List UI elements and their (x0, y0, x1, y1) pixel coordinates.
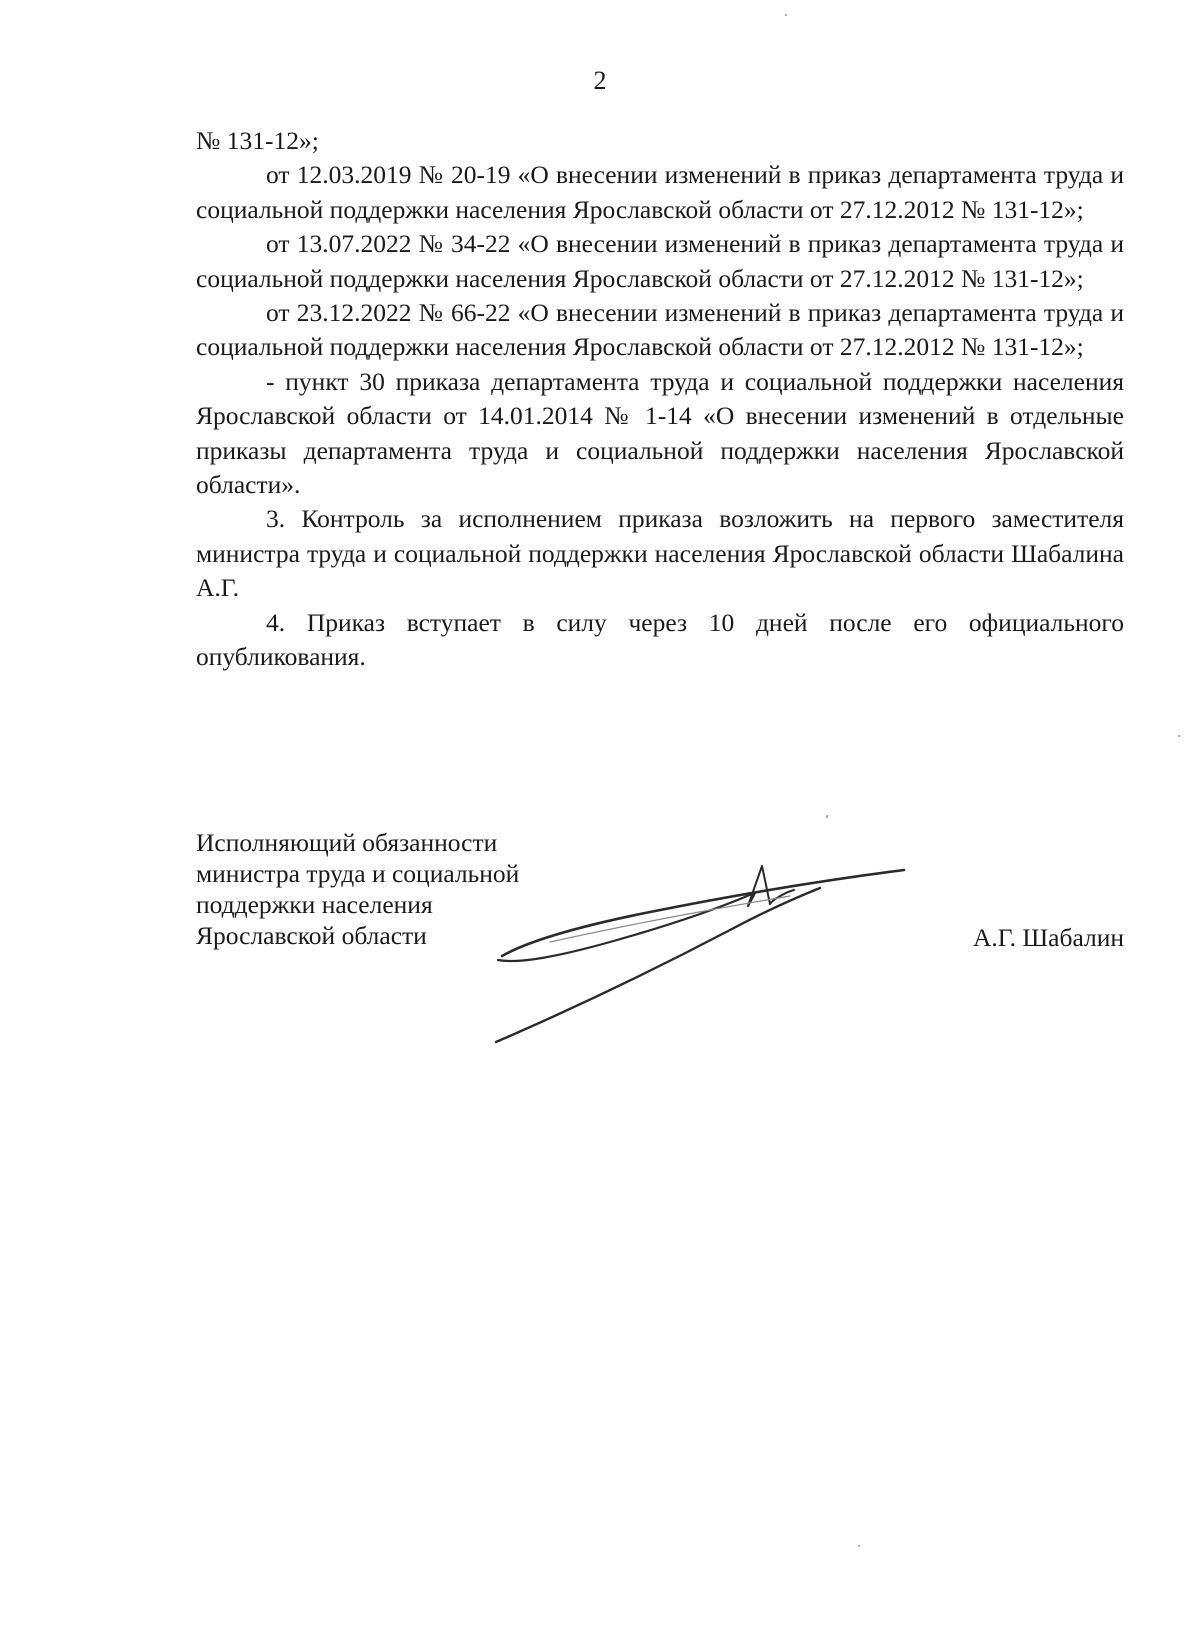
paragraph-order-2019: от 12.03.2019 № 20-19 «О внесении изменений в приказ департамента труда и социальной поддержки населения Ярославской области от 27.12.2012 № 131-12»; (196, 160, 1124, 224)
handwritten-signature (490, 860, 910, 1060)
paragraph-item-3-control: 3. Контроль за исполнением приказа возложить на первого заместителя министра труда и социальной поддержки населения Ярославской области Шабалина А.Г. (196, 504, 1124, 603)
scan-speck (858, 1545, 860, 1547)
paragraph-continuation: № 131-12»; (196, 126, 319, 155)
signatory-position-line: поддержки населения (196, 890, 433, 919)
scan-speck (785, 14, 787, 16)
document-body (196, 124, 1124, 675)
scan-speck (826, 815, 828, 818)
page-number: 2 (593, 66, 607, 95)
signatory-position-line: Ярославской области (196, 921, 427, 950)
paragraph-order-2022-july: от 13.07.2022 № 34-22 «О внесении изменений в приказ департамента труда и социальной поддержки населения Ярославской области от 27.12.2012 № 131-12»; (196, 229, 1124, 293)
signature-faint-stroke (550, 896, 790, 942)
signature-loop-stroke (498, 893, 755, 961)
scan-speck (1178, 735, 1180, 737)
signatory-position-line: Исполняющий обязанности (196, 828, 498, 857)
paragraph-clause-30: - пункт 30 приказа департамента труда и социальной поддержки населения Ярославской области от 14.01.2014 № 1-14 «О внесении изменений в отдельные приказы департамента труда и социальной поддержки населения Ярославской области». (196, 366, 1124, 500)
signatory-name: А.Г. Шабалин (973, 923, 1124, 952)
paragraph-item-4-effective: 4. Приказ вступает в силу через 10 дней после его официального опубликования. (196, 607, 1124, 672)
paragraph-order-2022-december: от 23.12.2022 № 66-22 «О внесении изменений в приказ департамента труда и социальной поддержки населения Ярославской области от 27.12.2012 № 131-12»; (196, 298, 1124, 362)
signatory-position-line: министра труда и социальной (196, 859, 520, 888)
